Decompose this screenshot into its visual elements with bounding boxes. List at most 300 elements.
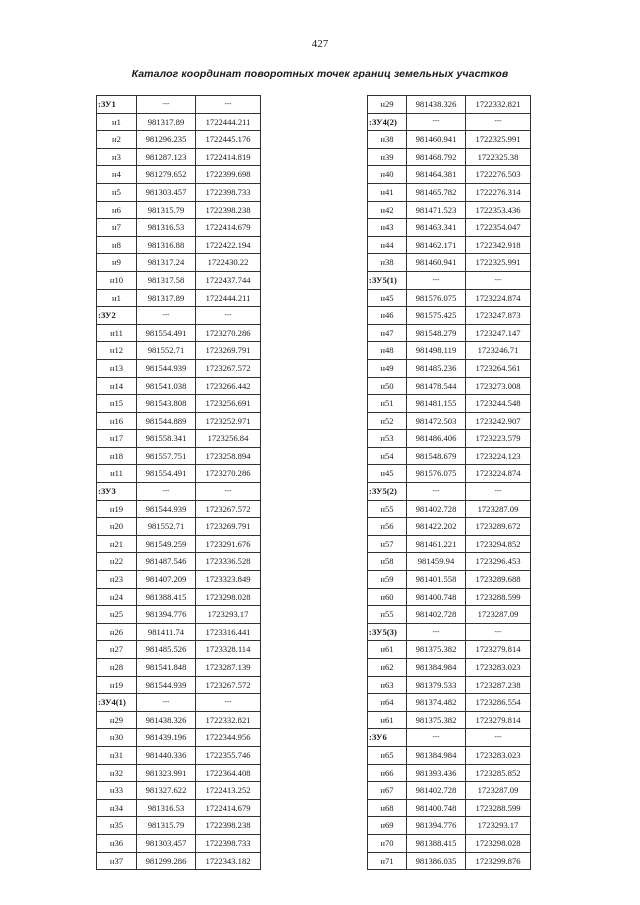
x-coordinate-cell: 981558.341 [137, 430, 196, 448]
y-coordinate-cell: --- [196, 694, 261, 712]
y-coordinate-cell: 1723287.238 [466, 676, 531, 694]
y-coordinate-cell: 1722444.211 [196, 113, 261, 131]
point-id-cell: н67 [368, 782, 407, 800]
y-coordinate-cell: 1723293.17 [196, 606, 261, 624]
y-coordinate-cell: 1723294.852 [466, 535, 531, 553]
x-coordinate-cell: 981541.038 [137, 377, 196, 395]
table-row [97, 588, 261, 606]
x-coordinate-cell: 981327.622 [137, 782, 196, 800]
x-coordinate-cell: 981303.457 [137, 834, 196, 852]
x-coordinate-cell: 981402.728 [407, 500, 466, 518]
x-coordinate-cell: 981544.939 [137, 359, 196, 377]
table-row [368, 852, 531, 870]
point-id-cell: н23 [97, 571, 137, 589]
y-coordinate-cell: 1723323.849 [196, 571, 261, 589]
y-coordinate-cell: 1723296.453 [466, 553, 531, 571]
point-id-cell: н16 [97, 412, 137, 430]
point-id-cell: н24 [97, 588, 137, 606]
y-coordinate-cell: 1723286.554 [466, 694, 531, 712]
point-id-cell: н8 [97, 236, 137, 254]
point-id-cell: н44 [368, 236, 407, 254]
section-header-row [368, 483, 531, 501]
x-coordinate-cell: --- [407, 271, 466, 289]
y-coordinate-cell: 1723289.672 [466, 518, 531, 536]
table-row [97, 254, 261, 272]
y-coordinate-cell: 1722332.821 [466, 96, 531, 114]
table-row [97, 236, 261, 254]
x-coordinate-cell: 981388.415 [407, 834, 466, 852]
x-coordinate-cell: 981316.88 [137, 236, 196, 254]
x-coordinate-cell: 981544.939 [137, 676, 196, 694]
point-id-cell: н11 [97, 465, 137, 483]
table-row [368, 500, 531, 518]
x-coordinate-cell: 981554.491 [137, 465, 196, 483]
table-row [368, 219, 531, 237]
section-label-cell: :ЗУ5(2) [368, 483, 407, 501]
point-id-cell: н18 [97, 447, 137, 465]
point-id-cell: н14 [97, 377, 137, 395]
point-id-cell: н22 [97, 553, 137, 571]
table-row [97, 764, 261, 782]
y-coordinate-cell: 1723269.791 [196, 342, 261, 360]
table-row [97, 782, 261, 800]
table-row [97, 324, 261, 342]
y-coordinate-cell: 1723298.028 [466, 834, 531, 852]
y-coordinate-cell: 1723264.561 [466, 359, 531, 377]
y-coordinate-cell: 1722422.194 [196, 236, 261, 254]
y-coordinate-cell: 1722430.22 [196, 254, 261, 272]
table-row [97, 148, 261, 166]
y-coordinate-cell: 1722325.38 [466, 148, 531, 166]
table-row [368, 606, 531, 624]
x-coordinate-cell: 981394.776 [137, 606, 196, 624]
section-header-row [97, 96, 261, 114]
table-row [97, 659, 261, 677]
point-id-cell: н55 [368, 606, 407, 624]
y-coordinate-cell: 1723283.023 [466, 659, 531, 677]
point-id-cell: н41 [368, 183, 407, 201]
point-id-cell: н9 [97, 254, 137, 272]
y-coordinate-cell: 1723247.873 [466, 307, 531, 325]
y-coordinate-cell: --- [466, 483, 531, 501]
table-row [368, 377, 531, 395]
point-id-cell: н33 [97, 782, 137, 800]
point-id-cell: н17 [97, 430, 137, 448]
point-id-cell: н61 [368, 711, 407, 729]
point-id-cell: н7 [97, 219, 137, 237]
x-coordinate-cell: 981461.221 [407, 535, 466, 553]
point-id-cell: н38 [368, 254, 407, 272]
x-coordinate-cell: 981468.792 [407, 148, 466, 166]
table-row [368, 447, 531, 465]
table-row [368, 553, 531, 571]
x-coordinate-cell: 981317.24 [137, 254, 196, 272]
x-coordinate-cell: 981296.235 [137, 131, 196, 149]
y-coordinate-cell: 1722364.408 [196, 764, 261, 782]
table-row [97, 571, 261, 589]
y-coordinate-cell: --- [196, 307, 261, 325]
x-coordinate-cell: 981541.848 [137, 659, 196, 677]
y-coordinate-cell: 1723242.907 [466, 412, 531, 430]
x-coordinate-cell: 981481.155 [407, 395, 466, 413]
table-row [368, 782, 531, 800]
x-coordinate-cell: 981548.279 [407, 324, 466, 342]
x-coordinate-cell: 981375.382 [407, 641, 466, 659]
table-row [97, 430, 261, 448]
y-coordinate-cell: 1723267.572 [196, 500, 261, 518]
x-coordinate-cell: 981299.286 [137, 852, 196, 870]
y-coordinate-cell: 1723287.139 [196, 659, 261, 677]
y-coordinate-cell: 1722344.956 [196, 729, 261, 747]
x-coordinate-cell: 981374.482 [407, 694, 466, 712]
table-row [368, 676, 531, 694]
table-row [97, 412, 261, 430]
section-header-row [97, 307, 261, 325]
table-row [97, 131, 261, 149]
table-row [97, 834, 261, 852]
table-row [97, 799, 261, 817]
y-coordinate-cell: 1722398.238 [196, 817, 261, 835]
x-coordinate-cell: 981464.381 [407, 166, 466, 184]
y-coordinate-cell: 1723285.852 [466, 764, 531, 782]
table-row [97, 817, 261, 835]
y-coordinate-cell: 1722325.991 [466, 131, 531, 149]
x-coordinate-cell: 981460.941 [407, 131, 466, 149]
point-id-cell: н34 [97, 799, 137, 817]
y-coordinate-cell: 1723298.028 [196, 588, 261, 606]
point-id-cell: н29 [97, 711, 137, 729]
section-header-row [97, 483, 261, 501]
point-id-cell: н26 [97, 623, 137, 641]
table-row [368, 799, 531, 817]
y-coordinate-cell: --- [466, 729, 531, 747]
page-number: 427 [311, 38, 329, 50]
table-row [97, 711, 261, 729]
table-row [97, 676, 261, 694]
table-row [368, 817, 531, 835]
table-row [368, 641, 531, 659]
table-row [368, 659, 531, 677]
point-id-cell: н43 [368, 219, 407, 237]
x-coordinate-cell: 981315.79 [137, 201, 196, 219]
point-id-cell: н64 [368, 694, 407, 712]
table-row [97, 623, 261, 641]
x-coordinate-cell: 981400.748 [407, 588, 466, 606]
y-coordinate-cell: 1723270.286 [196, 465, 261, 483]
x-coordinate-cell: 981554.491 [137, 324, 196, 342]
y-coordinate-cell: --- [466, 623, 531, 641]
y-coordinate-cell: 1723256.691 [196, 395, 261, 413]
y-coordinate-cell: 1722325.991 [466, 254, 531, 272]
table-row [368, 236, 531, 254]
y-coordinate-cell: 1722398.733 [196, 183, 261, 201]
y-coordinate-cell: 1723258.894 [196, 447, 261, 465]
point-id-cell: н38 [368, 131, 407, 149]
point-id-cell: н70 [368, 834, 407, 852]
x-coordinate-cell: 981485.526 [137, 641, 196, 659]
y-coordinate-cell: --- [196, 96, 261, 114]
y-coordinate-cell: 1722399.698 [196, 166, 261, 184]
section-header-row [97, 694, 261, 712]
point-id-cell: н13 [97, 359, 137, 377]
section-header-row [368, 113, 531, 131]
x-coordinate-cell: 981402.728 [407, 606, 466, 624]
x-coordinate-cell: 981472.503 [407, 412, 466, 430]
table-row [97, 395, 261, 413]
table-row [368, 834, 531, 852]
x-coordinate-cell: 981548.679 [407, 447, 466, 465]
x-coordinate-cell: 981498.119 [407, 342, 466, 360]
point-id-cell: н29 [368, 96, 407, 114]
y-coordinate-cell: 1723246.71 [466, 342, 531, 360]
y-coordinate-cell: --- [466, 113, 531, 131]
x-coordinate-cell: 981544.939 [137, 500, 196, 518]
y-coordinate-cell: 1723269.791 [196, 518, 261, 536]
x-coordinate-cell: 981323.991 [137, 764, 196, 782]
table-row [97, 606, 261, 624]
section-label-cell: :ЗУ6 [368, 729, 407, 747]
y-coordinate-cell: 1723267.572 [196, 676, 261, 694]
y-coordinate-cell: 1723244.548 [466, 395, 531, 413]
point-id-cell: н3 [97, 148, 137, 166]
y-coordinate-cell: 1723287.09 [466, 782, 531, 800]
section-label-cell: :ЗУ4(2) [368, 113, 407, 131]
table-row [368, 183, 531, 201]
y-coordinate-cell: 1722414.679 [196, 799, 261, 817]
point-id-cell: н60 [368, 588, 407, 606]
y-coordinate-cell: 1723288.599 [466, 588, 531, 606]
x-coordinate-cell: 981465.782 [407, 183, 466, 201]
x-coordinate-cell: --- [407, 729, 466, 747]
y-coordinate-cell: 1722398.238 [196, 201, 261, 219]
y-coordinate-cell: 1723279.814 [466, 641, 531, 659]
y-coordinate-cell: 1723328.114 [196, 641, 261, 659]
section-label-cell: :ЗУ2 [97, 307, 137, 325]
table-row [97, 729, 261, 747]
x-coordinate-cell: 981386.035 [407, 852, 466, 870]
x-coordinate-cell: --- [137, 96, 196, 114]
point-id-cell: н35 [97, 817, 137, 835]
coordinates-table-right [367, 95, 531, 870]
table-row [97, 377, 261, 395]
point-id-cell: н58 [368, 553, 407, 571]
point-id-cell: н25 [97, 606, 137, 624]
y-coordinate-cell: --- [466, 271, 531, 289]
y-coordinate-cell: 1723224.123 [466, 447, 531, 465]
point-id-cell: н11 [97, 324, 137, 342]
point-id-cell: н5 [97, 183, 137, 201]
point-id-cell: н47 [368, 324, 407, 342]
point-id-cell: н69 [368, 817, 407, 835]
x-coordinate-cell: 981549.259 [137, 535, 196, 553]
point-id-cell: н55 [368, 500, 407, 518]
point-id-cell: н63 [368, 676, 407, 694]
x-coordinate-cell: 981575.425 [407, 307, 466, 325]
point-id-cell: н46 [368, 307, 407, 325]
x-coordinate-cell: 981379.533 [407, 676, 466, 694]
table-row [97, 641, 261, 659]
table-row [97, 113, 261, 131]
x-coordinate-cell: 981438.326 [407, 96, 466, 114]
section-header-row [368, 729, 531, 747]
table-row [97, 219, 261, 237]
table-row [97, 289, 261, 307]
y-coordinate-cell: 1723256.84 [196, 430, 261, 448]
x-coordinate-cell: 981440.336 [137, 746, 196, 764]
point-id-cell: н39 [368, 148, 407, 166]
point-id-cell: н45 [368, 465, 407, 483]
x-coordinate-cell: 981543.808 [137, 395, 196, 413]
section-label-cell: :ЗУ1 [97, 96, 137, 114]
y-coordinate-cell: 1722398.733 [196, 834, 261, 852]
x-coordinate-cell: --- [407, 483, 466, 501]
table-row [97, 852, 261, 870]
y-coordinate-cell: 1723293.17 [466, 817, 531, 835]
table-row [97, 342, 261, 360]
table-row [368, 518, 531, 536]
x-coordinate-cell: 981400.748 [407, 799, 466, 817]
x-coordinate-cell: 981315.79 [137, 817, 196, 835]
point-id-cell: н21 [97, 535, 137, 553]
y-coordinate-cell: 1722444.211 [196, 289, 261, 307]
x-coordinate-cell: 981459.94 [407, 553, 466, 571]
point-id-cell: н53 [368, 430, 407, 448]
x-coordinate-cell: 981303.457 [137, 183, 196, 201]
table-row [368, 764, 531, 782]
table-row [368, 694, 531, 712]
point-id-cell: н19 [97, 676, 137, 694]
point-id-cell: н1 [97, 113, 137, 131]
x-coordinate-cell: 981287.123 [137, 148, 196, 166]
point-id-cell: н62 [368, 659, 407, 677]
table-row [368, 430, 531, 448]
point-id-cell: н31 [97, 746, 137, 764]
x-coordinate-cell: 981279.652 [137, 166, 196, 184]
point-id-cell: н30 [97, 729, 137, 747]
point-id-cell: н48 [368, 342, 407, 360]
x-coordinate-cell: 981471.523 [407, 201, 466, 219]
y-coordinate-cell: 1722276.314 [466, 183, 531, 201]
y-coordinate-cell: 1723252.971 [196, 412, 261, 430]
x-coordinate-cell: 981317.89 [137, 113, 196, 131]
x-coordinate-cell: 981439.196 [137, 729, 196, 747]
x-coordinate-cell: 981544.889 [137, 412, 196, 430]
page-title: Каталог координат поворотных точек границ земельных участков [131, 68, 509, 80]
coordinates-table-left [96, 95, 261, 870]
table-row [97, 447, 261, 465]
table-row [368, 412, 531, 430]
point-id-cell: н40 [368, 166, 407, 184]
table-row [368, 395, 531, 413]
point-id-cell: н28 [97, 659, 137, 677]
section-label-cell: :ЗУ3 [97, 483, 137, 501]
x-coordinate-cell: 981485.236 [407, 359, 466, 377]
point-id-cell: н19 [97, 500, 137, 518]
table-row [368, 324, 531, 342]
point-id-cell: н54 [368, 447, 407, 465]
x-coordinate-cell: 981384.984 [407, 746, 466, 764]
table-row [368, 307, 531, 325]
x-coordinate-cell: 981316.53 [137, 799, 196, 817]
x-coordinate-cell: --- [407, 623, 466, 641]
point-id-cell: н36 [97, 834, 137, 852]
table-row [368, 535, 531, 553]
table-row [97, 465, 261, 483]
x-coordinate-cell: 981407.209 [137, 571, 196, 589]
table-row [97, 535, 261, 553]
point-id-cell: н10 [97, 271, 137, 289]
section-label-cell: :ЗУ4(1) [97, 694, 137, 712]
y-coordinate-cell: 1723283.023 [466, 746, 531, 764]
point-id-cell: н32 [97, 764, 137, 782]
x-coordinate-cell: --- [137, 483, 196, 501]
table-row [368, 148, 531, 166]
point-id-cell: н61 [368, 641, 407, 659]
x-coordinate-cell: 981460.941 [407, 254, 466, 272]
table-row [368, 201, 531, 219]
section-header-row [368, 271, 531, 289]
point-id-cell: н50 [368, 377, 407, 395]
x-coordinate-cell: 981375.382 [407, 711, 466, 729]
y-coordinate-cell: 1722445.176 [196, 131, 261, 149]
x-coordinate-cell: 981486.406 [407, 430, 466, 448]
y-coordinate-cell: 1723291.676 [196, 535, 261, 553]
point-id-cell: н4 [97, 166, 137, 184]
table-row [97, 518, 261, 536]
y-coordinate-cell: 1722354.047 [466, 219, 531, 237]
point-id-cell: н27 [97, 641, 137, 659]
point-id-cell: н42 [368, 201, 407, 219]
y-coordinate-cell: 1723273.008 [466, 377, 531, 395]
point-id-cell: н66 [368, 764, 407, 782]
y-coordinate-cell: 1722355.746 [196, 746, 261, 764]
table-row [368, 166, 531, 184]
x-coordinate-cell: 981317.58 [137, 271, 196, 289]
y-coordinate-cell: 1723224.874 [466, 465, 531, 483]
y-coordinate-cell: --- [196, 483, 261, 501]
x-coordinate-cell: 981462.171 [407, 236, 466, 254]
x-coordinate-cell: 981393.436 [407, 764, 466, 782]
point-id-cell: н12 [97, 342, 137, 360]
y-coordinate-cell: 1722353.436 [466, 201, 531, 219]
point-id-cell: н37 [97, 852, 137, 870]
point-id-cell: н65 [368, 746, 407, 764]
x-coordinate-cell: 981463.341 [407, 219, 466, 237]
point-id-cell: н2 [97, 131, 137, 149]
x-coordinate-cell: --- [407, 113, 466, 131]
point-id-cell: н6 [97, 201, 137, 219]
point-id-cell: н52 [368, 412, 407, 430]
x-coordinate-cell: 981394.776 [407, 817, 466, 835]
y-coordinate-cell: 1723224.874 [466, 289, 531, 307]
table-row [368, 342, 531, 360]
y-coordinate-cell: 1723288.599 [466, 799, 531, 817]
table-row [97, 500, 261, 518]
point-id-cell: н15 [97, 395, 137, 413]
point-id-cell: н57 [368, 535, 407, 553]
y-coordinate-cell: 1723270.286 [196, 324, 261, 342]
point-id-cell: н59 [368, 571, 407, 589]
table-row [97, 553, 261, 571]
section-label-cell: :ЗУ5(3) [368, 623, 407, 641]
x-coordinate-cell: 981388.415 [137, 588, 196, 606]
table-row [368, 254, 531, 272]
y-coordinate-cell: 1722414.819 [196, 148, 261, 166]
point-id-cell: н1 [97, 289, 137, 307]
table-row [368, 131, 531, 149]
table-row [97, 746, 261, 764]
y-coordinate-cell: 1723287.09 [466, 606, 531, 624]
